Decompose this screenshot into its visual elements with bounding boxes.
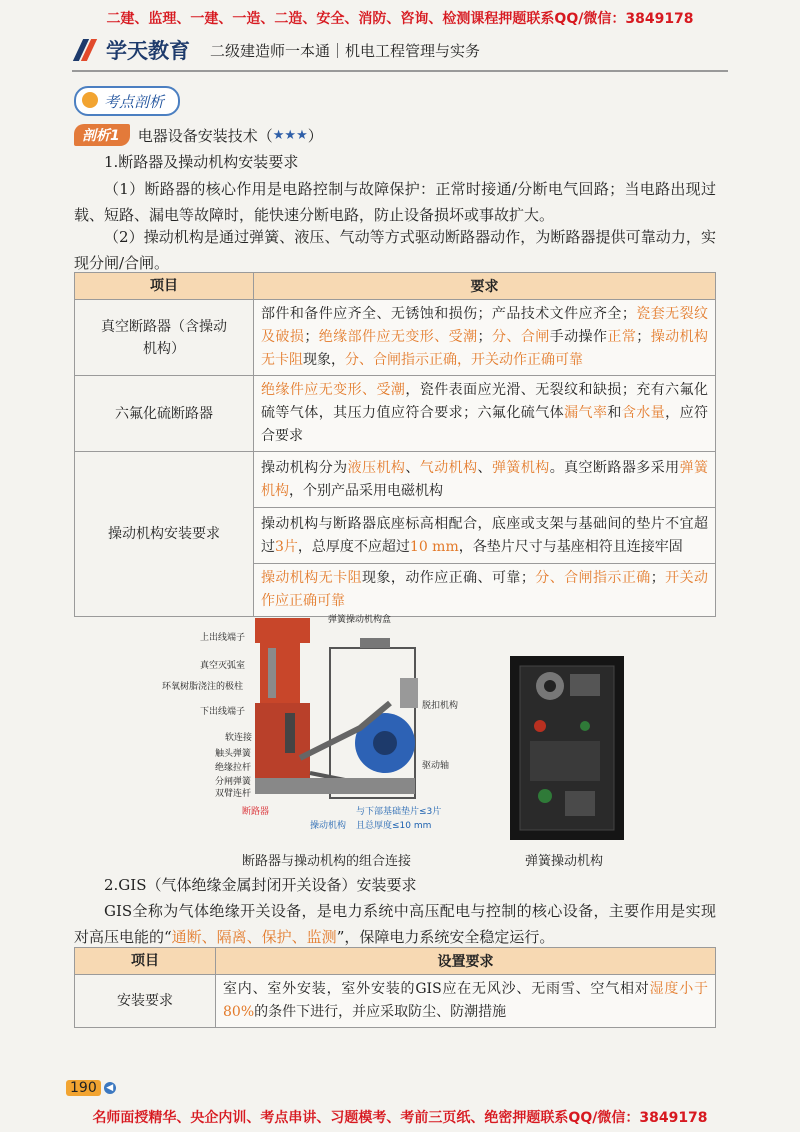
table-header-req: 要求 bbox=[254, 273, 716, 300]
spring-mechanism-drawing bbox=[510, 656, 624, 840]
label-soft: 软连接 bbox=[225, 733, 253, 743]
top-banner: 二建、监理、一建、一造、二造、安全、消防、咨询、检测课程押题联系QQ/微信：3849178 bbox=[106, 11, 694, 27]
gis-row-req: 室内、室外安装，室外安装的GIS应在无风沙、无雨雪、空气相对湿度小于80%的条件下进行，并应采取防尘、防潮措施 bbox=[216, 975, 716, 1028]
gis-header-req: 设置要求 bbox=[216, 948, 716, 975]
label-top-terminal: 上出线端子 bbox=[200, 633, 246, 643]
kaodian-tag: 考点剖析 bbox=[74, 86, 180, 116]
row-label-mechanism: 操动机构安装要求 bbox=[75, 452, 254, 617]
row-req-mech-1: 操动机构分为液压机构、气动机构、弹簧机构。真空断路器多采用弹簧机构，个别产品采用电磁机构 bbox=[254, 452, 716, 508]
arrow-left-icon: ◀ bbox=[104, 1082, 116, 1094]
caption-right: 弹簧操动机构 bbox=[525, 854, 604, 869]
gis-header-item: 项目 bbox=[75, 948, 216, 975]
spring-mechanism-photo bbox=[510, 656, 624, 840]
gis-row-label: 安装要求 bbox=[75, 975, 216, 1028]
gis-table bbox=[74, 947, 716, 1028]
label-epoxy: 环氧树脂浇注的极柱 bbox=[162, 682, 244, 692]
row-req-sf6: 绝缘件应无变形、受潮，瓷件表面应光滑、无裂纹和缺损；充有六氟化硫等气体，其压力值应符合要求；六氟化硫气体漏气率和含水量，应符合要求 bbox=[254, 376, 716, 452]
logo-text: 学天教育 bbox=[106, 39, 190, 63]
row-label-vacuum: 真空断路器（含操动机构） bbox=[75, 300, 254, 376]
section-title-text: 电器设备安装技术（ bbox=[137, 126, 273, 145]
breaker-table bbox=[74, 272, 716, 617]
logo bbox=[72, 35, 190, 65]
logo-icon bbox=[72, 37, 100, 63]
breaker-diagram bbox=[160, 608, 459, 838]
table-header-item: 项目 bbox=[75, 273, 254, 300]
label-breaker: 断路器 bbox=[242, 807, 270, 817]
bottom-banner: 名师面授精华、央企内训、考点串讲、习题模考、考前三页纸、绝密押题联系QQ/微信：3849178 bbox=[92, 1110, 708, 1126]
paragraph-1: （1）断路器的核心作用是电路控制与故障保护：正常时接通/分断电气回路；当电路出现过载、短路、漏电等故障时，能快速分断电路，防止设备损坏或事故扩大。 bbox=[74, 180, 716, 224]
label-double-arm: 双臂连杆 bbox=[215, 789, 252, 799]
heading-2: 2.GIS（气体绝缘金属封闭开关设备）安装要求 bbox=[104, 876, 417, 894]
header-rule bbox=[72, 70, 728, 72]
label-mechanism: 操动机构 bbox=[310, 821, 347, 831]
paragraph-2: （2）操动机构是通过弹簧、液压、气动等方式驱动断路器动作，为断路器提供可靠动力，实现分闸/合闸。 bbox=[74, 228, 716, 272]
header-subtitle: 二级建造师一本通｜机电工程管理与实务 bbox=[210, 41, 481, 60]
row-req-vacuum: 部件和备件应齐全、无锈蚀和损伤；产品技术文件应齐全；瓷套无裂纹及破损；绝缘部件应无变形、受潮；分、合闸手动操作正常；操动机构无卡阻现象，分、合闸指示正确，开关动作正确可靠 bbox=[254, 300, 716, 376]
label-shim-1: 与下部基础垫片≤3片 bbox=[356, 807, 442, 817]
row-label-sf6: 六氟化硫断路器 bbox=[75, 376, 254, 452]
row-req-mech-2: 操动机构与断路器底座标高相配合，底座或支架与基础间的垫片不宜超过3片，总厚度不应超过10 mm，各垫片尺寸与基座相符且连接牢固 bbox=[254, 508, 716, 564]
label-shaft: 驱动轴 bbox=[422, 761, 450, 771]
star-rating: ★★★ bbox=[272, 127, 308, 143]
label-open-spring: 分闸弹簧 bbox=[215, 777, 252, 787]
label-vacuum: 真空灭弧室 bbox=[200, 661, 246, 671]
heading-1: 1.断路器及操动机构安装要求 bbox=[104, 153, 299, 171]
paragraph-3: GIS全称为气体绝缘开关设备，是电力系统中高压配电与控制的核心设备，主要作用是实现对高压电能的“通断、隔离、保护、监测”，保障电力系统安全稳定运行。 bbox=[74, 902, 716, 946]
row-req-mech-3: 操动机构无卡阻现象，动作应正确、可靠；分、合闸指示正确；开关动作应正确可靠 bbox=[254, 564, 716, 617]
page-header bbox=[72, 33, 732, 67]
label-rod: 绝缘拉杆 bbox=[215, 763, 252, 773]
section-badge: 剖析1 bbox=[74, 124, 130, 146]
label-bottom-terminal: 下出线端子 bbox=[200, 707, 246, 717]
label-box: 弹簧操动机构盒 bbox=[328, 615, 392, 625]
page-number: 190 ◀ bbox=[66, 1080, 116, 1096]
bulb-icon bbox=[82, 92, 98, 108]
section-title: 剖析1 电器设备安装技术（ ★★★ ） bbox=[74, 124, 323, 146]
label-shim-2: 且总厚度≤10 mm bbox=[356, 821, 432, 831]
label-contact-spring: 触头弹簧 bbox=[215, 749, 252, 759]
label-trip: 脱扣机构 bbox=[422, 701, 459, 711]
caption-left: 断路器与操动机构的组合连接 bbox=[242, 854, 412, 869]
